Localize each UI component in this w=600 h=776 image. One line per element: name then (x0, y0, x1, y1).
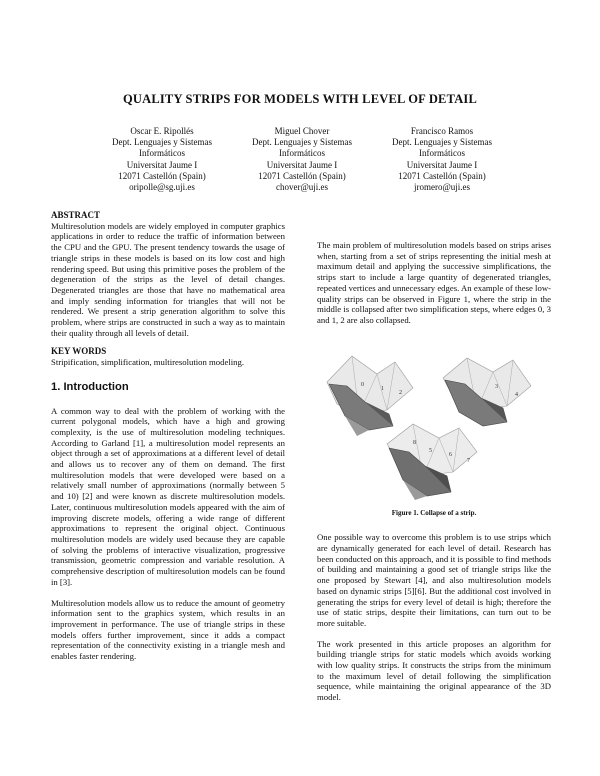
strip-collapse-illustration (317, 344, 551, 504)
figure-label: 7 (467, 457, 470, 464)
intro-paragraph-2: Multiresolution models allow us to reduce the amount of geometry information sent to the graphics system, which results in an improvement in performance. The use of triangle strips in these models offers further improvement, since it adds a compact representation of the connectivity existing in a triangle mesh and enables faster rendering. (51, 597, 285, 662)
keywords-text: Stripification, simplification, multiresolution modeling. (51, 357, 245, 368)
author-univ: Universitat Jaume I (126, 159, 198, 170)
author-city: 12071 Castellón (Spain) (118, 170, 206, 181)
author-3 (372, 126, 512, 193)
author-dept: Dept. Lenguajes y Sistemas (112, 137, 212, 148)
intro-paragraph-1: A common way to deal with the problem of working with the current polygonal models, which have a high and growing complexity, is the use of multiresolution modeling techniques. According to Garland [1], a multiresolution model represents an object through a set of approximations at a different level of detail and allows us to recover any of them on demand. The first multiresolution models that were developed were based on a relatively small number of approximations (normally between 5 and 10) [2] and were known as discrete multiresolution models. Later, continuous multiresolution models appeared with the aim of improving discrete models, offering a wide range of different approximations to represent the original object. Continuous multiresolution models are widely used because they are capable of solving the problems of interactive visualization, progressive transmission, geometric compression and variable resolution. A comprehensive description of multiresolution models can be found in [3]. (51, 405, 285, 587)
author-univ: Universitat Jaume I (266, 159, 338, 170)
author-dept: Dept. Lenguajes y Sistemas (252, 137, 352, 148)
author-name: Oscar E. Ripollés (130, 126, 194, 136)
author-city: 12071 Castellón (Spain) (398, 170, 486, 181)
author-dept-2: Informáticos (279, 148, 325, 159)
figure-label: 3 (495, 383, 498, 390)
figure-label: 2 (399, 389, 402, 396)
figure-label: 8 (413, 439, 416, 446)
author-email: chover@uji.es (275, 182, 329, 193)
author-dept-2: Informáticos (419, 148, 465, 159)
paper-title: QUALITY STRIPS FOR MODELS WITH LEVEL OF DETAIL (122, 92, 478, 106)
mesh-middle (387, 424, 477, 500)
right-paragraph-2: One possible way to overcome this problem is to use strips which are dynamically generated for each level of detail. Research has been conducted on this approach, and it is possible to find methods of building and maintaining a good set of triangle strips like the one proposed by Stewart [4], and also multiresolution models based on dynamic strips [5][6]. But the additional cost involved in generating the strips for every level of detail is high; therefore the use of static strips, despite their limitations, can turn out to be more suitable. (317, 532, 551, 628)
figure-caption: Figure 1. Collapse of a strip. (391, 508, 477, 517)
figure-1 (317, 344, 551, 504)
author-email: jromero@uji.es (413, 182, 471, 193)
abstract-heading: ABSTRACT (51, 210, 101, 220)
author-email: oripolle@sg.uji.es (129, 182, 195, 193)
author-block (92, 126, 512, 193)
author-univ: Universitat Jaume I (406, 159, 478, 170)
figure-label: 1 (381, 385, 384, 392)
mesh-left (327, 356, 413, 436)
figure-label: 5 (429, 447, 432, 454)
author-name: Francisco Ramos (410, 126, 474, 136)
right-paragraph-3: The work presented in this article proposes an algorithm for building triangle strips for static models which avoids working with low quality strips. It constructs the strips from the minimum to the maximum level of detail following the simplification sequence, while maintaining the original appearance of the 3D model. (317, 638, 551, 703)
right-column (317, 240, 551, 703)
author-city: 12071 Castellón (Spain) (258, 170, 346, 181)
figure-label: 6 (449, 451, 452, 458)
right-paragraph-1: The main problem of multiresolution models based on strips arises when, starting from a set of strips representing the initial mesh at maximum detail and applying the successive simplifications, the strips start to include a large quantity of degenerated triangles, repeated vertices and unnecessary edges. An example of these low-quality strips can be observed in Figure 1, where the strip in the middle is collapsed after two simplification steps, where edges 0, 3 and 1, 2 are also collapsed. (317, 240, 551, 325)
figure-label: 0 (361, 381, 364, 388)
section-heading: 1. Introduction (51, 380, 129, 393)
mesh-right (443, 358, 531, 426)
author-1 (92, 126, 232, 193)
author-dept: Dept. Lenguajes y Sistemas (392, 137, 492, 148)
left-column (51, 210, 285, 662)
keywords-heading: KEY WORDS (51, 346, 107, 357)
figure-label: 4 (515, 391, 518, 398)
author-2 (232, 126, 372, 193)
abstract-text: Multiresolution models are widely employed in computer graphics applications in order to reduce the traffic of information between the CPU and the GPU. The present tendency towards the usage of triangle strips in these models is based on its low cost and high rendering speed. But using this primitive poses the problem of the degeneration of the strips as the level of detail changes. Degenerated triangles are those that have no mathematical area and imply sending information for triangles that will not be rendered. We present a strip generation algorithm to solve this problem, where strips are constructed in such a way as to maintain their quality through all levels of detail. (51, 220, 285, 338)
author-name: Miguel Chover (274, 126, 330, 136)
author-dept-2: Informáticos (139, 148, 185, 159)
